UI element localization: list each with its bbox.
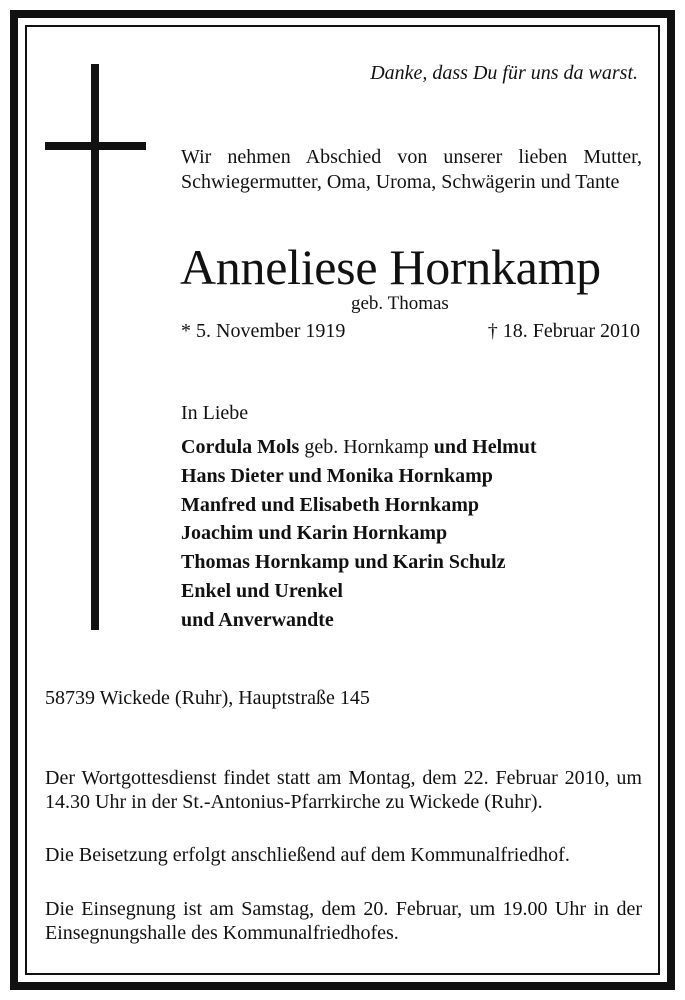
mourners-list <box>181 433 537 635</box>
mourner-line: Enkel und Urenkel <box>181 579 343 602</box>
mourner-line: Thomas Hornkamp und Karin Schulz <box>181 551 506 574</box>
blessing-paragraph: Die Einsegnung ist am Samstag, dem 20. Februar, um 19.00 Uhr in der Einsegnungshalle des Kommunalfriedhofes. <box>45 898 642 944</box>
birth-date: * 5. November 1919 <box>181 320 346 342</box>
motto: Danke, dass Du für uns da warst. <box>370 62 638 84</box>
cross-icon-horizontal-bar <box>45 142 146 150</box>
mourner-line: Hans Dieter und Monika Hornkamp <box>181 464 493 487</box>
maiden-name: geb. Thomas <box>351 293 449 314</box>
service-paragraph: Der Wortgottesdienst findet statt am Montag, dem 22. Februar 2010, um 14.30 Uhr in der St.-Antonius-Pfarrkirche zu Wickede (Ruhr). <box>45 767 642 813</box>
mourners-intro: In Liebe <box>181 402 249 424</box>
farewell-intro: Wir nehmen Abschied von unserer lieben Mutter, Schwiegermutter, Oma, Uroma, Schwägerin und Tante <box>181 146 642 193</box>
mourner-partner: und Helmut <box>433 436 537 458</box>
mourner-line: Joachim und Karin Hornkamp <box>181 522 448 545</box>
death-date: † 18. Februar 2010 <box>487 320 640 342</box>
mourner-name: Cordula Mols <box>181 436 300 458</box>
burial-paragraph: Die Beisetzung erfolgt anschließend auf dem Kommunalfriedhof. <box>45 844 570 866</box>
deceased-name: Anneliese Hornkamp <box>180 239 601 295</box>
mourner-line: und Anverwandte <box>181 608 334 631</box>
address: 58739 Wickede (Ruhr), Hauptstraße 145 <box>45 687 370 709</box>
mourner-line: Manfred und Elisabeth Hornkamp <box>181 493 480 516</box>
mourner-line <box>181 433 537 462</box>
mourner-maiden-note: geb. Hornkamp <box>299 436 434 458</box>
